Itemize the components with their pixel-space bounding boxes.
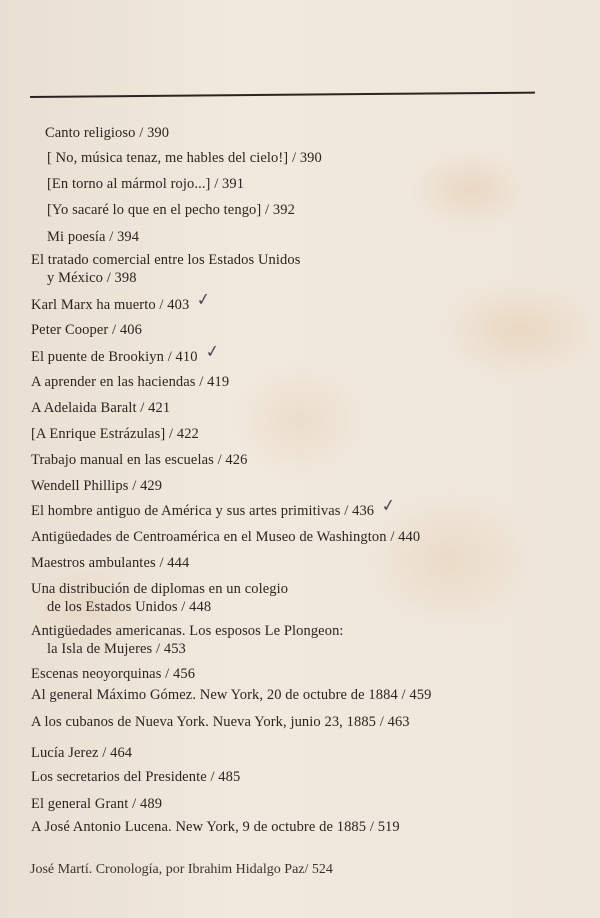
toc-entry: Escenas neoyorquinas / 456 [31,666,196,682]
toc-entry: Mi poesía / 394 [47,229,140,245]
toc-entry: El puente de Brookiyn / 410 ✓ [31,341,221,365]
toc-entry: Karl Marx ha muerto / 403 ✓ [31,289,213,313]
toc-entry: [Yo sacaré lo que en el pecho tengo] / 392 [47,202,295,218]
toc-entry: Al general Máximo Gómez. New York, 20 de octubre de 1884 / 459 [31,687,432,703]
header-rule [30,92,535,98]
toc-entry: [En torno al mármol rojo...] / 391 [47,176,245,192]
toc-entry: Wendell Phillips / 429 [31,478,163,494]
toc-entry: Antigüedades americanas. Los esposos Le Plongeon: la Isla de Mujeres / 453 [31,623,344,657]
toc-entry: A José Antonio Lucena. New York, 9 de octubre de 1885 / 519 [31,819,400,835]
toc-entry: Lucía Jerez / 464 [31,745,133,761]
checkmark-icon: ✓ [380,495,398,517]
toc-entry: Antigüedades de Centroamérica en el Museo de Washington / 440 [31,529,421,545]
checkmark-icon: ✓ [195,289,213,311]
toc-entry: Trabajo manual en las escuelas / 426 [31,452,248,468]
toc-entry: A Adelaida Baralt / 421 [31,400,171,416]
toc-entry: El general Grant / 489 [31,796,163,812]
toc-entry: Canto religioso / 390 [45,125,170,141]
footer-entry: José Martí. Cronología, por Ibrahim Hidalgo Paz/ 524 [30,862,333,877]
toc-entry: Los secretarios del Presidente / 485 [31,769,241,785]
toc-entry: Peter Cooper / 406 [31,322,142,338]
toc-entry: Maestros ambulantes / 444 [31,555,190,571]
toc-entry: [ No, música tenaz, me hables del cielo!] / 390 [47,150,322,166]
toc-entry: A aprender en las haciendas / 419 [31,374,230,390]
toc-entry: A los cubanos de Nueva York. Nueva York, junio 23, 1885 / 463 [31,714,410,730]
toc-entry: [A Enrique Estrázulas] / 422 [31,426,199,442]
toc-entry: El tratado comercial entre los Estados Unidos y México / 398 [31,252,301,286]
toc-entry: El hombre antiguo de América y sus artes primitivas / 436 ✓ [31,495,398,519]
checkmark-icon: ✓ [203,341,221,363]
toc-entry: Una distribución de diplomas en un colegio de los Estados Unidos / 448 [31,581,289,615]
